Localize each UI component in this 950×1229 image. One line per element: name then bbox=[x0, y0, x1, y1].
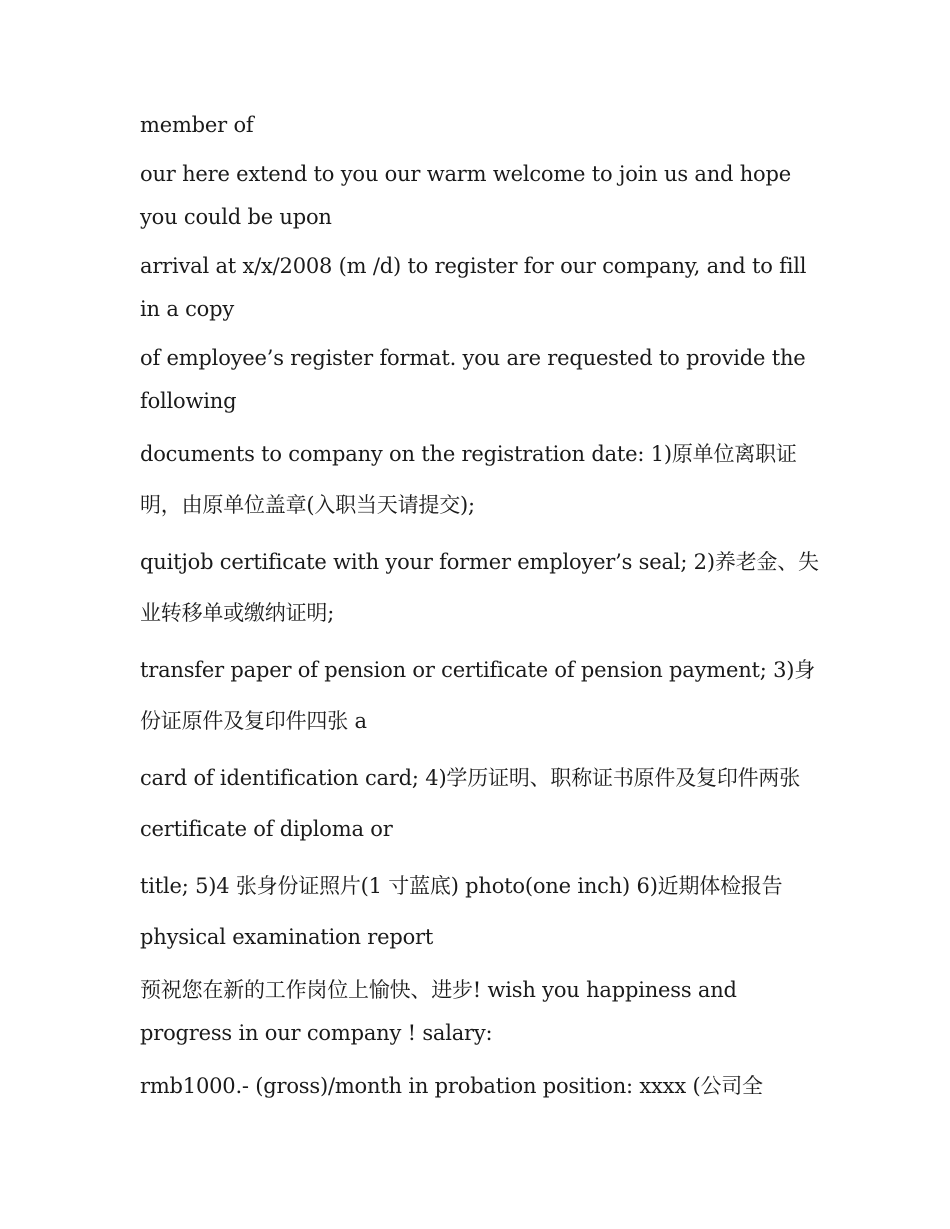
paragraph: member of bbox=[140, 113, 254, 137]
paragraph: our here extend to you our warm welcome to join us and hope you could be upon bbox=[140, 162, 791, 229]
paragraph: quitjob certificate with your former employer’s seal; 2)养老金、失业转移单或缴纳证明; bbox=[140, 550, 819, 625]
paragraph: title; 5)4 张身份证照片(1 寸蓝底) photo(one inch) 6)近期体检报告 physical examination report bbox=[140, 874, 783, 949]
paragraph: transfer paper of pension or certificate of pension payment; 3)身份证原件及复印件四张 a bbox=[140, 658, 816, 733]
paragraph: documents to company on the registration date: 1)原单位离职证明，由原单位盖章(入职当天请提交); bbox=[140, 442, 797, 517]
paragraph: of employee’s register format. you are requested to provide the following bbox=[140, 346, 806, 413]
paragraph: card of identification card; 4)学历证明、职称证书原件及复印件两张 certificate of diploma or bbox=[140, 766, 801, 841]
paragraph: arrival at x/x/2008 (m /d) to register for our company, and to fill in a copy bbox=[140, 254, 807, 321]
paragraph: rmb1000.- (gross)/month in probation position: xxxx (公司全 bbox=[140, 1074, 763, 1098]
document-body bbox=[140, 104, 820, 1118]
paragraph: 预祝您在新的工作岗位上愉快、进步! wish you happiness and progress in our company ! salary: bbox=[140, 978, 737, 1045]
